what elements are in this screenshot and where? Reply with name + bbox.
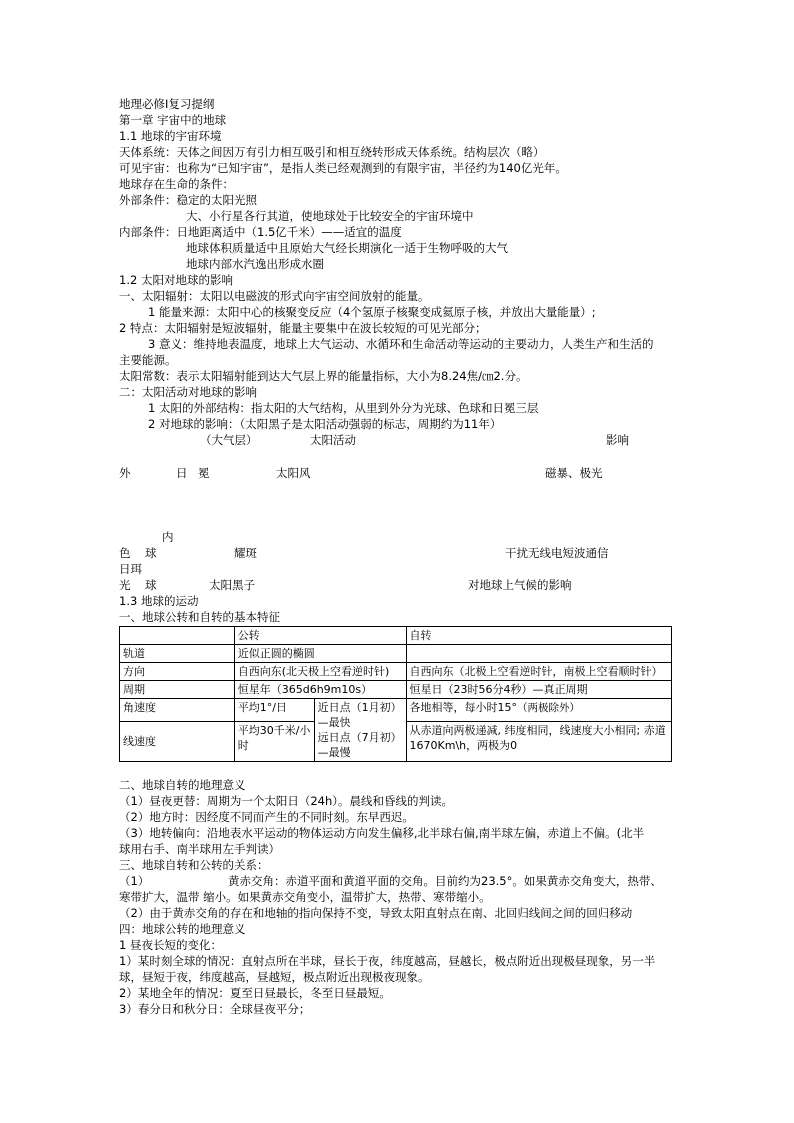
diagram-label: （大气层） <box>200 433 258 447</box>
paragraph: 黄赤交角：赤道平面和黄道平面的交角。目前约为23.5°。如果黄赤交角变大，热带、 <box>228 874 662 888</box>
diagram-label: 太阳风 <box>276 466 311 480</box>
table-header: 公转 <box>234 627 406 645</box>
table-row <box>120 681 672 699</box>
section-heading: 1.2 太阳对地球的影响 <box>119 273 233 287</box>
paragraph: 一、地球公转和自转的基本特征 <box>119 610 280 624</box>
diagram-label: 磁暴、极光 <box>545 466 603 480</box>
table-cell: 近似正圆的椭圆 <box>234 645 406 663</box>
paragraph: 2 对地球的影响：（太阳黑子是太阳活动强弱的标志，周期约为11年） <box>148 417 502 431</box>
table-cell: 自西向东（北极上空看逆时针，南极上空看顺时针） <box>406 663 671 681</box>
paragraph: （1）昼夜更替：周期为一个太阳日（24h）。晨线和昏线的判读。 <box>119 794 453 808</box>
table-cell-text: 远日点（7月初）—最慢 <box>317 731 402 759</box>
paragraph: 1 能量来源：太阳中心的核聚变反应（4个氢原子核聚变成氦原子核，并放出大量能量）; <box>148 305 596 319</box>
motion-table <box>119 626 672 762</box>
diagram-label: 色 <box>119 546 131 560</box>
table-cell: 自西向东(北天极上空看逆时针) <box>234 663 406 681</box>
section-heading: 1.3 地球的运动 <box>119 594 199 608</box>
paragraph: （1） <box>119 874 150 888</box>
paragraph: 地球体积质量适中且原始大气经长期演化一适于生物呼吸的大气 <box>186 241 508 255</box>
paragraph: 二、地球自转的地理意义 <box>119 778 246 792</box>
table-cell-note: （两极除外） <box>517 702 581 714</box>
paragraph: 球用右手、南半球用左手判读） <box>119 842 280 856</box>
diagram-label: 影响 <box>606 433 629 447</box>
diagram-label: 日 <box>176 466 188 480</box>
diagram-label: 日珥 <box>119 562 142 576</box>
paragraph: 天体系统：天体之间因万有引力相互吸引和相互绕转形成天体系统。结构层次（略） <box>119 145 545 159</box>
paragraph: （3）地转偏向：沿地表水平运动的物体运动方向发生偏移,北半球右偏,南半球左偏，赤道上不偏。(北半 <box>119 826 645 840</box>
paragraph: 太阳常数：表示太阳辐射能到达大气层上界的能量指标，大小为8.24焦/㎝2.分。 <box>119 369 528 383</box>
paragraph: 1）某时刻全球的情况：直射点所在半球，昼长于夜，纬度越高，昼越长，极点附近出现极昼现象，另一半 <box>119 954 656 968</box>
diagram-label: 冕 <box>198 466 210 480</box>
table-header: 自转 <box>406 627 671 645</box>
diagram-label: 光 <box>119 578 131 592</box>
table-cell-text: 各地相等，每小时15° <box>409 701 518 714</box>
table-cell <box>314 699 406 762</box>
section-heading: 1.1 地球的宇宙环境 <box>119 129 222 143</box>
paragraph: 大、小行星各行其道，使地球处于比较安全的宇宙环境中 <box>186 209 474 223</box>
diagram-label: 对地球上气候的影响 <box>468 578 572 592</box>
table-cell: 平均30千米/小时 <box>234 722 314 762</box>
table-cell: 恒星日（23时56分4秒）—真正周期 <box>406 681 671 699</box>
paragraph: （2）由于黄赤交角的存在和地轴的指向保持不变，导致太阳直射点在南、北回归线间之间的回归移动 <box>119 906 633 920</box>
table-cell: 平均1°/日 <box>234 699 314 722</box>
table-cell: 从赤道向两极递减, 纬度相同，线速度大小相同; 赤道1670Km\h，两极为0 <box>406 722 671 762</box>
paragraph: 四：地球公转的地理意义 <box>119 922 246 936</box>
diagram-label: 球 <box>145 546 157 560</box>
paragraph: 1 昼夜长短的变化： <box>119 938 222 952</box>
diagram-label: 外 <box>119 466 131 480</box>
doc-title: 地理必修Ⅰ复习提纲 <box>119 97 215 111</box>
table-cell <box>406 699 671 722</box>
paragraph: 一、太阳辐射：太阳以电磁波的形式向宇宙空间放射的能量。 <box>119 289 430 303</box>
table-cell: 角速度 <box>120 699 235 722</box>
diagram-label: 内 <box>162 530 174 544</box>
paragraph: 内部条件：日地距离适中（1.5亿千米）——适宜的温度 <box>119 225 402 239</box>
table-row <box>120 645 672 663</box>
paragraph: 二：太阳活动对地球的影响 <box>119 385 257 399</box>
paragraph: 地球存在生命的条件： <box>119 177 234 191</box>
paragraph: 三、地球自转和公转的关系： <box>119 858 269 872</box>
paragraph: 外部条件：稳定的太阳光照 <box>119 193 257 207</box>
paragraph: 地球内部水汽逸出形成水圈 <box>186 257 324 271</box>
paragraph: 3 意义：维持地表温度，地球上大气运动、水循环和生命活动等运动的主要动力，人类生产和生活的 <box>148 337 654 351</box>
diagram-label: 太阳活动 <box>310 433 356 447</box>
table-cell: 轨道 <box>120 645 235 663</box>
paragraph: 1 太阳的外部结构：指太阳的大气结构，从里到外分为光球、色球和日冕三层 <box>148 401 539 415</box>
paragraph: 球，昼短于夜，纬度越高，昼越短，极点附近出现极夜现象。 <box>119 970 430 984</box>
paragraph: 3）春分日和秋分日：全球昼夜平分； <box>119 1002 311 1016</box>
paragraph: 可见宇宙：也称为“已知宇宙”，是指人类已经观测到的有限宇宙，半径约为140亿光年。 <box>119 161 567 175</box>
table-cell: 方向 <box>120 663 235 681</box>
paragraph: 2 特点：太阳辐射是短波辐射，能量主要集中在波长较短的可见光部分； <box>119 321 487 335</box>
diagram-label: 干扰无线电短波通信 <box>505 546 609 560</box>
table-cell: 周期 <box>120 681 235 699</box>
table-row <box>120 627 672 645</box>
diagram-label: 球 <box>145 578 157 592</box>
paragraph: 2）某地全年的情况：夏至日昼最长，冬至日昼最短。 <box>119 986 391 1000</box>
table-row <box>120 699 672 722</box>
paragraph: 主要能源。 <box>119 353 177 367</box>
table-cell: 线速度 <box>120 722 235 762</box>
paragraph: 寒带扩大，温带 缩小。如果黄赤交角变小，温带扩大，热带、寒带缩小。 <box>119 890 491 904</box>
chapter-heading: 第一章 宇宙中的地球 <box>119 113 227 127</box>
table-cell: 恒星年（365d6h9m10s） <box>234 681 406 699</box>
diagram-label: 太阳黑子 <box>209 578 255 592</box>
table-cell-text: 近日点（1月初）—最快 <box>317 701 402 729</box>
diagram-label: 耀斑 <box>234 546 257 560</box>
paragraph: （2）地方时：因经度不同而产生的不同时刻。东早西迟。 <box>119 810 414 824</box>
table-row <box>120 663 672 681</box>
